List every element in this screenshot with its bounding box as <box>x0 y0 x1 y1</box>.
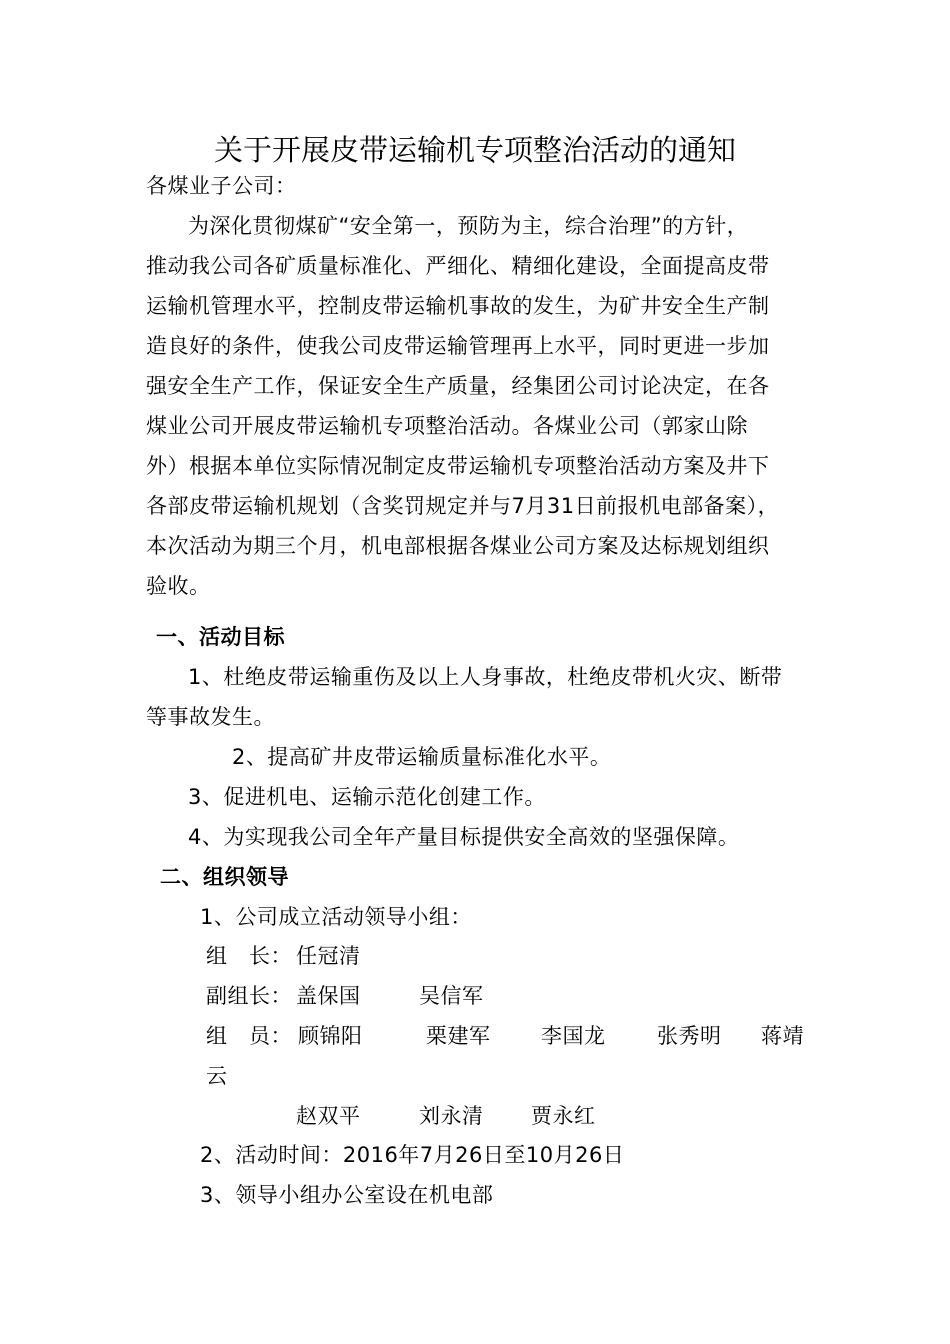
intro-line: 验收。 <box>146 574 211 598</box>
goal-item: 2、提高矿井皮带运输质量标准化水平。 <box>232 745 612 769</box>
deputy-name: 盖保国 <box>296 984 361 1008</box>
intro-line: 本次活动为期三个月，机电部根据各煤业公司方案及达标规划组织 <box>146 534 770 558</box>
document-title: 关于开展皮带运输机专项整治活动的通知 <box>213 133 736 167</box>
member-name: 刘永清 <box>419 1104 484 1128</box>
member-name: 栗建军 <box>426 1024 491 1048</box>
member-label: 组 员： <box>206 1024 292 1048</box>
intro-line: 强安全生产工作，保证安全生产质量，经集团公司讨论决定，在各 <box>146 374 770 398</box>
intro-line: 煤业公司开展皮带运输机专项整治活动。各煤业公司（郭家山除 <box>146 414 748 438</box>
goal-item: 1、杜绝皮带运输重伤及以上人身事故，杜绝皮带机火灾、断带 <box>188 665 783 689</box>
member-name: 顾锦阳 <box>298 1024 363 1048</box>
deputy-label: 副组长： <box>206 984 292 1008</box>
intro-line: 造良好的条件，使我公司皮带运输管理再上水平，同时更进一步加 <box>146 334 770 358</box>
goal-item: 等事故发生。 <box>146 705 275 729</box>
org-item: 1、公司成立活动领导小组： <box>200 905 472 929</box>
goal-item: 4、为实现我公司全年产量目标提供安全高效的坚强保障。 <box>188 825 740 849</box>
member-name: 张秀明 <box>657 1024 722 1048</box>
intro-line: 推动我公司各矿质量标准化、严细化、精细化建设，全面提高皮带 <box>146 254 770 278</box>
intro-line: 为深化贯彻煤矿“安全第一，预防为主，综合治理”的方针， <box>188 214 749 238</box>
intro-line: 各部皮带运输机规划（含奖罚规定并与7月31日前报机电部备案）， <box>146 494 780 518</box>
leader-label: 组 长： <box>206 944 292 968</box>
deputy-name: 吴信军 <box>419 984 484 1008</box>
leader-name: 任冠清 <box>296 944 361 968</box>
member-name: 贾永红 <box>531 1104 596 1128</box>
salutation: 各煤业子公司： <box>146 174 297 198</box>
member-name: 李国龙 <box>541 1024 606 1048</box>
member-name: 赵双平 <box>296 1104 361 1128</box>
member-name: 蒋靖 <box>761 1024 804 1048</box>
goal-item: 3、促进机电、运输示范化创建工作。 <box>188 785 546 809</box>
section-heading-goals: 一、活动目标 <box>156 625 285 649</box>
member-name-wrap: 云 <box>206 1064 228 1088</box>
intro-line: 运输机管理水平，控制皮带运输机事故的发生，为矿井安全生产制 <box>146 294 770 318</box>
org-item: 2、活动时间：2016年7月26日至10月26日 <box>200 1143 625 1167</box>
intro-line: 外）根据本单位实际情况制定皮带运输机专项整治活动方案及井下 <box>146 454 770 478</box>
section-heading-organization: 二、组织领导 <box>160 865 289 889</box>
org-item: 3、领导小组办公室设在机电部 <box>200 1183 494 1207</box>
